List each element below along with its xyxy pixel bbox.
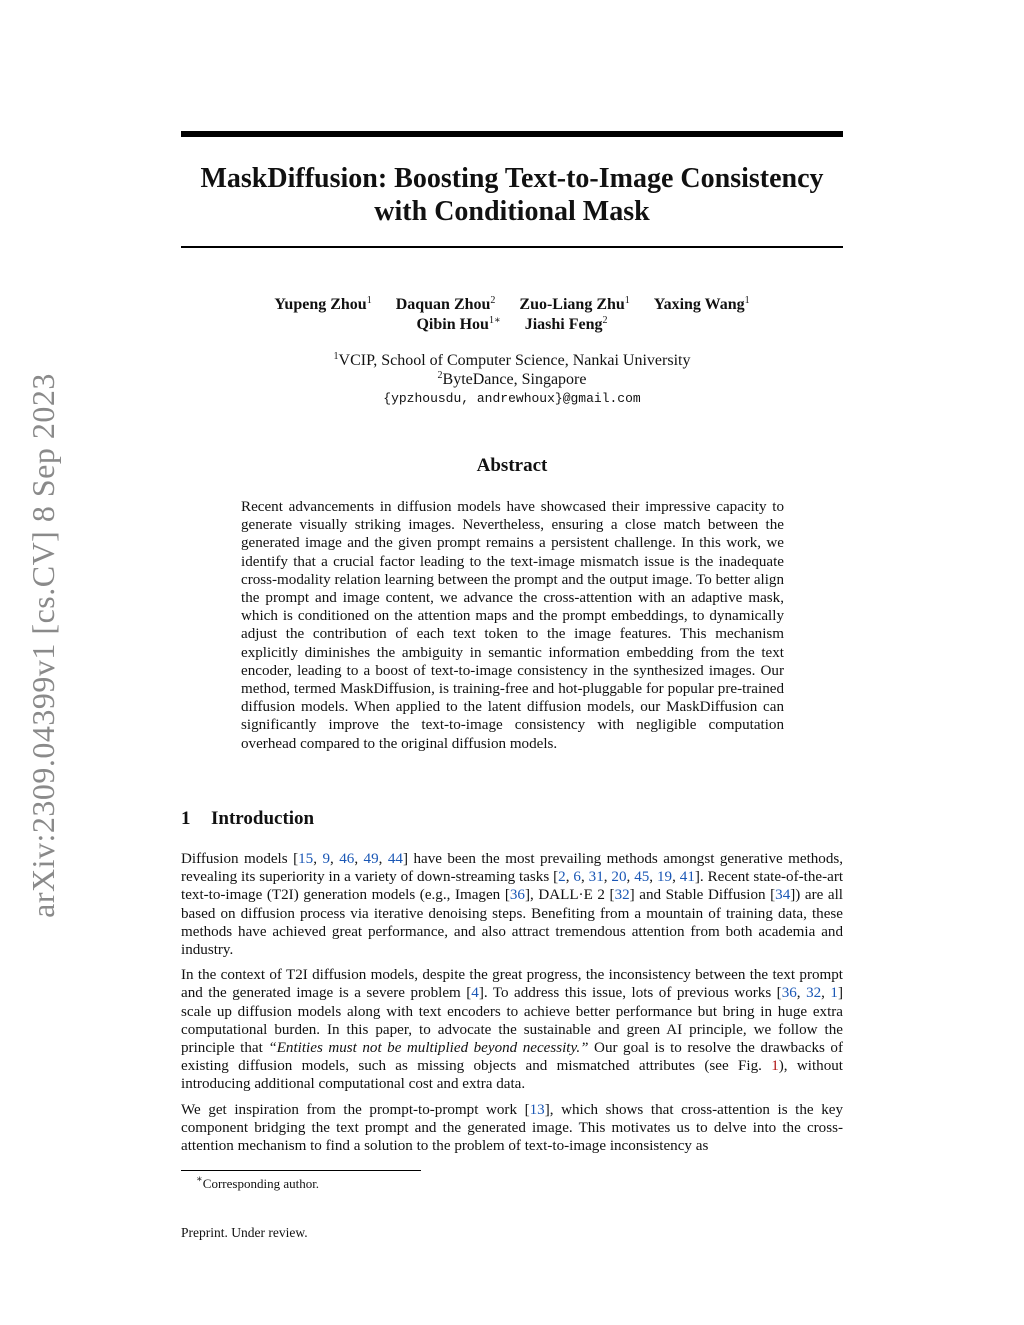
title-rule-bottom	[181, 246, 843, 248]
citation-link[interactable]: 1	[830, 985, 838, 1002]
paragraph-text: ,	[649, 869, 657, 886]
paragraph-text: ,	[329, 851, 340, 867]
footnote-rule	[181, 1170, 421, 1171]
citation-link[interactable]: 34	[775, 887, 791, 904]
abstract-heading: Abstract	[476, 455, 548, 476]
footnote-text: Corresponding author.	[202, 1176, 320, 1191]
author	[396, 295, 496, 315]
citation-link[interactable]: 20	[611, 869, 627, 886]
abstract-text: Recent advancements in diffusion models have showcased their impressive capacity to generate visually striking images. Nevertheless, ensuring a close match between the generated image and the given prompt remains a persistent challenge. In this work, we identify that a crucial factor leading to the text-image mismatch issue is the inadequate cross-modality relation learning between the prompt and the output image. To better align the prompt and image content, we advance the cross-attention with an adaptive mask, which is conditioned on the attention maps and the prompt embeddings, to dynamically adjust the contribution of each text token to the image features. This mechanism explicitly diminishes the ambiguity in semantic information embedding from the text encoder, leading to a boost of text-to-image consistency in the synthesized images. Our method, termed MaskDiffusion, is training-free and hot-pluggable for popular pre-trained diffusion models. When applied to the latent diffusion models, our MaskDiffusion can significantly improve the text-to-image consistency with negligible computation overhead compared to the original diffusion models.	[241, 499, 784, 752]
paragraph-text: ,	[821, 985, 831, 1002]
paragraph-text: ,	[580, 869, 589, 886]
paper-title	[181, 162, 843, 228]
author	[416, 315, 500, 335]
section-heading	[181, 808, 314, 830]
citation-link[interactable]: 19	[656, 869, 673, 886]
paragraph-text: ]) are all based on diffusion process via iterative denoising steps. Benefiting from a mountain of training data, these methods have achieved great performance, and also attract tremendous attention from both academia and industry.	[181, 887, 843, 959]
paragraph-text: We get inspiration from the prompt-to-prompt work [	[181, 1101, 530, 1118]
emphasized-text: “Entities must not be multiplied beyond necessity.”	[268, 1040, 589, 1057]
paragraph-text: ], DALL·E 2 [	[524, 887, 615, 904]
citation-link[interactable]: 49	[363, 851, 379, 867]
paragraph-text: Our goal is to resolve the drawbacks of existing diffusion models, such as missing objects and mismatched attributes (see Fig.	[181, 1040, 844, 1075]
paragraph	[181, 850, 843, 959]
author-name: Zuo-Liang Zhu	[519, 296, 625, 313]
title-rule-top	[181, 131, 843, 137]
author-name: Yupeng Zhou	[274, 296, 367, 313]
paragraph-text: ,	[672, 869, 680, 886]
author-affil-mark: 1	[624, 295, 630, 306]
affiliation-text: ByteDance, Singapore	[442, 371, 587, 388]
title-line-2: with Conditional Mask	[374, 196, 650, 227]
paragraph-text: ]. To address this issue, lots of previous works [	[478, 985, 782, 1002]
section-title: Introduction	[211, 808, 315, 829]
affiliation-mark: 1	[333, 351, 339, 362]
paragraph-text: ,	[565, 869, 574, 886]
author-list	[181, 295, 843, 335]
citation-link[interactable]: 6	[573, 869, 581, 886]
paragraph-text: ), without introducing additional computational cost and extra data.	[181, 1058, 843, 1093]
citation-link[interactable]: 32	[806, 985, 822, 1002]
affiliation	[181, 351, 843, 370]
footnote	[196, 1176, 319, 1192]
footnote-mark: ∗	[196, 1174, 203, 1185]
paragraph-text: ] scale up diffusion models along with text encoders to achieve better performance but bring in huge extra computational burden. In this paper, to advocate the sustainable and green AI principle, we follow the principle that	[181, 985, 843, 1057]
citation-link[interactable]: 46	[339, 851, 355, 867]
citation-link[interactable]: 44	[387, 851, 403, 867]
citation-link[interactable]: 36	[509, 887, 525, 904]
author	[519, 295, 629, 315]
preprint-note: Preprint. Under review.	[181, 1225, 308, 1240]
intro-body	[181, 850, 843, 1162]
citation-link[interactable]: 32	[614, 887, 630, 904]
author-row-1	[181, 295, 843, 315]
paragraph-text: ,	[626, 869, 635, 886]
author	[525, 315, 608, 335]
affiliation	[181, 370, 843, 389]
title-line-1: MaskDiffusion: Boosting Text-to-Image Consistency	[200, 163, 824, 194]
figure-ref-link[interactable]: 1	[771, 1058, 779, 1075]
citation-link[interactable]: 36	[781, 985, 797, 1002]
citation-link[interactable]: 15	[298, 851, 314, 867]
paragraph-text: ], which shows that cross-attention is the key component bridging the text prompt and the generated image. This motivates us to delve into the cross-attention mechanism to find a solution to the problem of text-to-image inconsistency as	[181, 1101, 843, 1155]
citation-link[interactable]: 2	[558, 869, 566, 886]
paragraph-text: ,	[313, 851, 323, 867]
author-affil-mark: 1	[744, 295, 750, 306]
paragraph-text: ] and Stable Diffusion [	[629, 887, 776, 904]
author-row-2	[181, 315, 843, 335]
author-affil-mark: 2	[602, 315, 608, 326]
paragraph-text: In the context of T2I diffusion models, despite the great progress, the inconsistency between the text prompt and the generated image is a severe problem [	[181, 967, 843, 1002]
author	[274, 295, 371, 315]
author-name: Qibin Hou	[416, 316, 489, 333]
author-affil-mark: 1∗	[488, 315, 501, 326]
author-affil-mark: 1	[366, 295, 372, 306]
citation-link[interactable]: 9	[322, 851, 330, 867]
contact-email[interactable]: {ypzhousdu, andrewhoux}@gmail.com	[383, 391, 641, 406]
citation-link[interactable]: 31	[588, 869, 604, 886]
citation-link[interactable]: 41	[679, 869, 695, 886]
paragraph-text: Diffusion models [	[181, 851, 299, 867]
paragraph-text: ]. Recent state-of-the-art text-to-image (T2I) generation models (e.g., Imagen [	[181, 869, 844, 904]
affiliation-text: VCIP, School of Computer Science, Nankai University	[338, 352, 691, 369]
section-number: 1	[181, 808, 191, 829]
author-affil-mark: 2	[490, 295, 496, 306]
author-name: Jiashi Feng	[524, 316, 603, 333]
citation-link[interactable]: 4	[471, 985, 479, 1002]
author-name: Yaxing Wang	[653, 296, 745, 313]
paragraph	[181, 1101, 843, 1156]
paragraph-text: ,	[378, 851, 388, 867]
citation-link[interactable]: 45	[634, 869, 650, 886]
paragraph	[181, 966, 843, 1093]
paragraph-text: ,	[603, 869, 612, 886]
arxiv-stamp	[18, 360, 68, 930]
paragraph-text: ,	[796, 985, 807, 1002]
arxiv-stamp-text: arXiv:2309.04399v1 [cs.CV] 8 Sep 2023	[24, 372, 61, 918]
author-name: Daquan Zhou	[395, 296, 491, 313]
affiliation-mark: 2	[437, 370, 443, 381]
paragraph-text: ,	[354, 851, 364, 867]
paragraph-text: ] have been the most prevailing methods amongst generative methods, revealing its superiority in a variety of down-streaming tasks [	[181, 851, 844, 886]
citation-link[interactable]: 13	[529, 1101, 545, 1118]
affiliations	[181, 351, 843, 408]
author	[654, 295, 750, 315]
